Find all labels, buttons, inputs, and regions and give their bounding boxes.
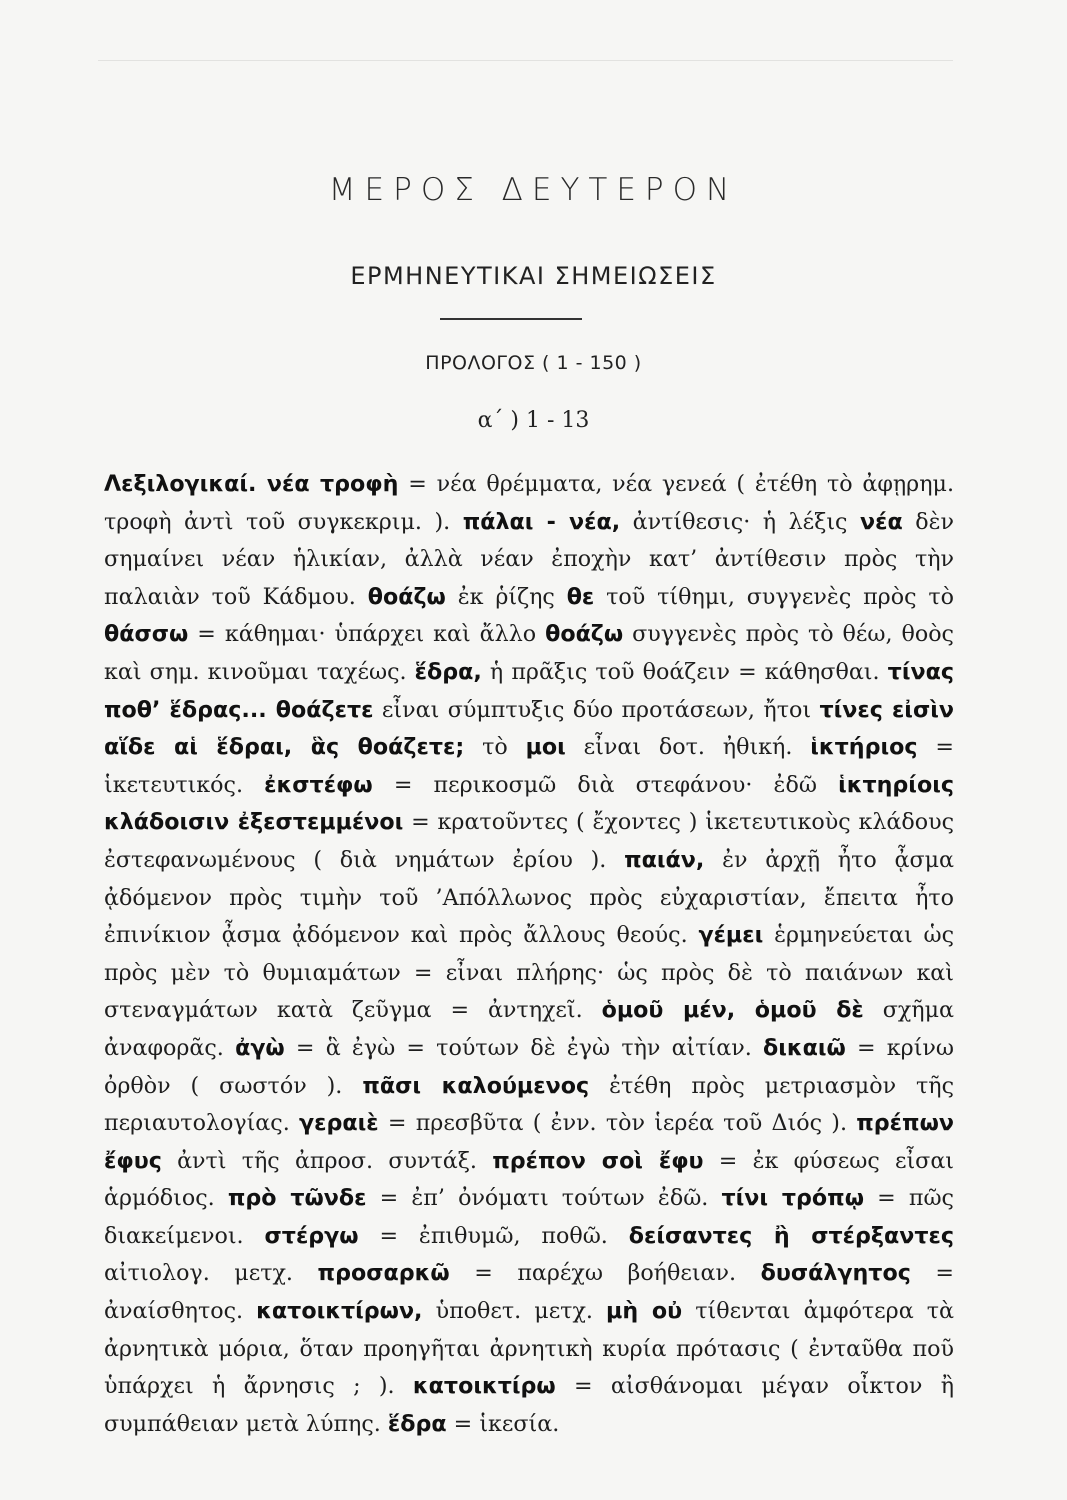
gloss-text: ἐτέθη πρὸς μετριασμὸν τῆς περιαυτολογίας. bbox=[104, 1072, 955, 1137]
lemma-term: θάσσω bbox=[104, 621, 189, 648]
gloss-text: = ἐπιθυμῶ, ποθῶ. bbox=[358, 1222, 629, 1249]
gloss-text: = ἃ ἐγὼ = τούτων δὲ ἐγὼ τὴν αἰτίαν. bbox=[284, 1034, 763, 1061]
gloss-text: αἰτιολογ. μετχ. bbox=[104, 1260, 318, 1287]
lemma-term: γεραιὲ bbox=[299, 1110, 379, 1137]
gloss-text: δὲν σημαίνει νέαν ἡλικίαν, ἀλλὰ νέαν ἐποχὴν κατ’ ἀντίθεσιν πρὸς τὴν παλαιὰν τοῦ Κάδμου. bbox=[104, 508, 954, 610]
gloss-text: τοῦ τίθημι, συγγενὲς πρὸς τὸ bbox=[594, 583, 955, 610]
gloss-text: = παρέχω βοήθειαν. bbox=[449, 1260, 761, 1287]
lemma-term: στέργω bbox=[264, 1222, 359, 1249]
lemma-term: πρὸ τῶνδε bbox=[227, 1185, 367, 1212]
lemma-term: ἕδρα, bbox=[414, 658, 482, 685]
part-title: ΜΕΡΟΣ ΔΕΥΤΕΡΟΝ bbox=[328, 172, 739, 208]
section-title: ΕΡΜΗΝΕΥΤΙΚΑΙ ΣΗΜΕΙΩΣΕΙΣ bbox=[350, 262, 717, 290]
bleed-through-header bbox=[110, 28, 950, 68]
lemma-term: θοάζω bbox=[545, 621, 624, 648]
lemma-term: ὁμοῦ μέν, ὁμοῦ δὲ bbox=[601, 997, 864, 1024]
gloss-text: = πῶς διακείμενοι. bbox=[104, 1185, 954, 1249]
gloss-text: = ἐπ’ ὀνόματι τούτων ἐδῶ. bbox=[366, 1185, 722, 1212]
lemma-term: ἕδρα bbox=[387, 1410, 447, 1437]
gloss-text: ἐν ἀρχῇ ἦτο ᾆσμα ᾀδόμενον πρὸς τιμὴν τοῦ ’Απόλλωνος πρὸς εὐχαριστίαν, ἔπειτα ἦτο ἐπινίκιον ᾆσμα ᾀδόμενον καὶ πρὸς ἄλλους θεούς. bbox=[104, 846, 955, 949]
gloss-text: σχῆμα ἀναφορᾶς. bbox=[104, 997, 955, 1061]
gloss-text: = ἱκετευτικός. bbox=[104, 734, 954, 798]
gloss-text: ὑποθετ. μετχ. bbox=[422, 1298, 607, 1325]
lemma-term: δικαιῶ bbox=[762, 1034, 846, 1061]
lemma-term: πᾶσι καλούμενος bbox=[362, 1072, 590, 1099]
gloss-text: = κρίνω ὀρθὸν ( σωστόν ). bbox=[104, 1034, 954, 1099]
lemma-term: θε bbox=[566, 583, 595, 610]
commentary-paragraph bbox=[104, 466, 954, 1443]
title-divider bbox=[440, 318, 582, 320]
gloss-text: τίθενται ἀμφότερα τὰ ἀρνητικὰ μόρια, ὅταν προηγῆται ἀρνητικὴ κυρία πρότασις ( ἐνταῦθα ποῦ ὑπάρχει ἡ ἄρνησις ; ). bbox=[104, 1298, 955, 1400]
lemma-term: κατοικτίρων, bbox=[256, 1298, 423, 1325]
lemma-term: ἐκστέφω bbox=[264, 771, 373, 798]
lemma-term: θοάζω bbox=[367, 583, 446, 610]
gloss-text: ἑρμηνεύεται ὡς πρὸς μὲν τὸ θυμιαμάτων = εἶναι πλήρης· ὡς πρὸς δὲ τὸ παιάνων καὶ στεναγμάτων κατὰ ζεῦγμα = ἀντηχεῖ. bbox=[104, 922, 954, 1024]
gloss-text: = ἀναίσθητος. bbox=[104, 1260, 954, 1325]
lemma-term: πρέπων ἔφυς bbox=[104, 1110, 954, 1174]
lemma-term: ἱκτήριος bbox=[810, 734, 918, 761]
prologue-heading: ΠΡΟΛΟΓΟΣ ( 1 - 150 ) bbox=[425, 352, 642, 374]
gloss-text: = νέα θρέμματα, νέα γενεά ( ἐτέθη τὸ ἀφῃρημ. τροφὴ ἀντὶ τοῦ συγκεκριμ. ). bbox=[104, 471, 954, 535]
lemma-term: ἱκτηρίοις κλάδοισιν ἐξεστεμμένοι bbox=[104, 771, 954, 836]
gloss-text: ἐκ ῥίζης bbox=[445, 583, 567, 610]
gloss-text: = πρεσβῦτα ( ἐνν. τὸν ἱερέα τοῦ Διός ). bbox=[378, 1110, 857, 1137]
lemma-term: γέμει bbox=[698, 922, 764, 949]
gloss-text: εἶναι δοτ. ἠθική. bbox=[565, 734, 811, 761]
lemma-term: Λεξιλογικαί. νέα τροφὴ bbox=[104, 471, 399, 497]
lemma-term: νέα bbox=[860, 508, 903, 535]
lemma-term: τίνες εἰσὶν αἵδε αἱ ἕδραι, ἃς θοάζετε; bbox=[104, 696, 954, 761]
gloss-text: ἡ πρᾶξις τοῦ θοάζειν = κάθησθαι. bbox=[481, 658, 888, 685]
gloss-text: = περικοσμῶ διὰ στεφάνου· ἐδῶ bbox=[372, 771, 839, 798]
gloss-text: = ἱκεσία. bbox=[446, 1410, 560, 1437]
lemma-term: προσαρκῶ bbox=[317, 1260, 450, 1287]
subsection-heading: α΄ ) 1 - 13 bbox=[477, 408, 590, 433]
gloss-text: εἶναι σύμπτυξις δύο προτάσεων, ἤτοι bbox=[373, 696, 820, 723]
gloss-text: συγγενὲς πρὸς τὸ θέω, θοὸς καὶ σημ. κινοῦμαι ταχέως. bbox=[104, 621, 954, 685]
bleed-through-rule bbox=[98, 60, 953, 61]
lemma-term: πάλαι - νέα, bbox=[462, 508, 621, 535]
lemma-term: μοι bbox=[525, 734, 566, 761]
lemma-term: τίνι τρόπῳ bbox=[721, 1185, 864, 1212]
lemma-term: πρέπον σοὶ ἔφυ bbox=[492, 1147, 704, 1174]
gloss-text: = κρατοῦντες ( ἔχοντες ) ἱκετευτικοὺς κλάδους ἐστεφανωμένους ( διὰ νημάτων ἐρίου ). bbox=[104, 809, 954, 873]
lemma-term: ἀγὼ bbox=[235, 1034, 285, 1061]
gloss-text: ἀντίθεσις· ἡ λέξις bbox=[620, 508, 860, 535]
lemma-term: τίνας ποθ’ ἕδρας... θοάζετε bbox=[104, 658, 954, 723]
lemma-term: μὴ οὐ bbox=[606, 1298, 683, 1325]
gloss-text: = αἰσθάνομαι μέγαν οἶκτον ἢ συμπάθειαν μετὰ λύπης. bbox=[104, 1373, 954, 1437]
lemma-term: κατοικτίρω bbox=[412, 1373, 556, 1400]
gloss-text: τὸ bbox=[464, 734, 526, 761]
lemma-term: δυσάλγητος bbox=[760, 1260, 911, 1287]
lemma-term: παιάν, bbox=[624, 846, 705, 873]
lemma-term: δείσαντες ἢ στέρξαντες bbox=[628, 1222, 954, 1249]
gloss-text: = κάθημαι· ὑπάρχει καὶ ἄλλο bbox=[188, 621, 546, 648]
gloss-text: = ἐκ φύσεως εἶσαι ἁρμόδιος. bbox=[104, 1147, 954, 1212]
gloss-text: ἀντὶ τῆς ἀπροσ. συντάξ. bbox=[161, 1147, 493, 1174]
